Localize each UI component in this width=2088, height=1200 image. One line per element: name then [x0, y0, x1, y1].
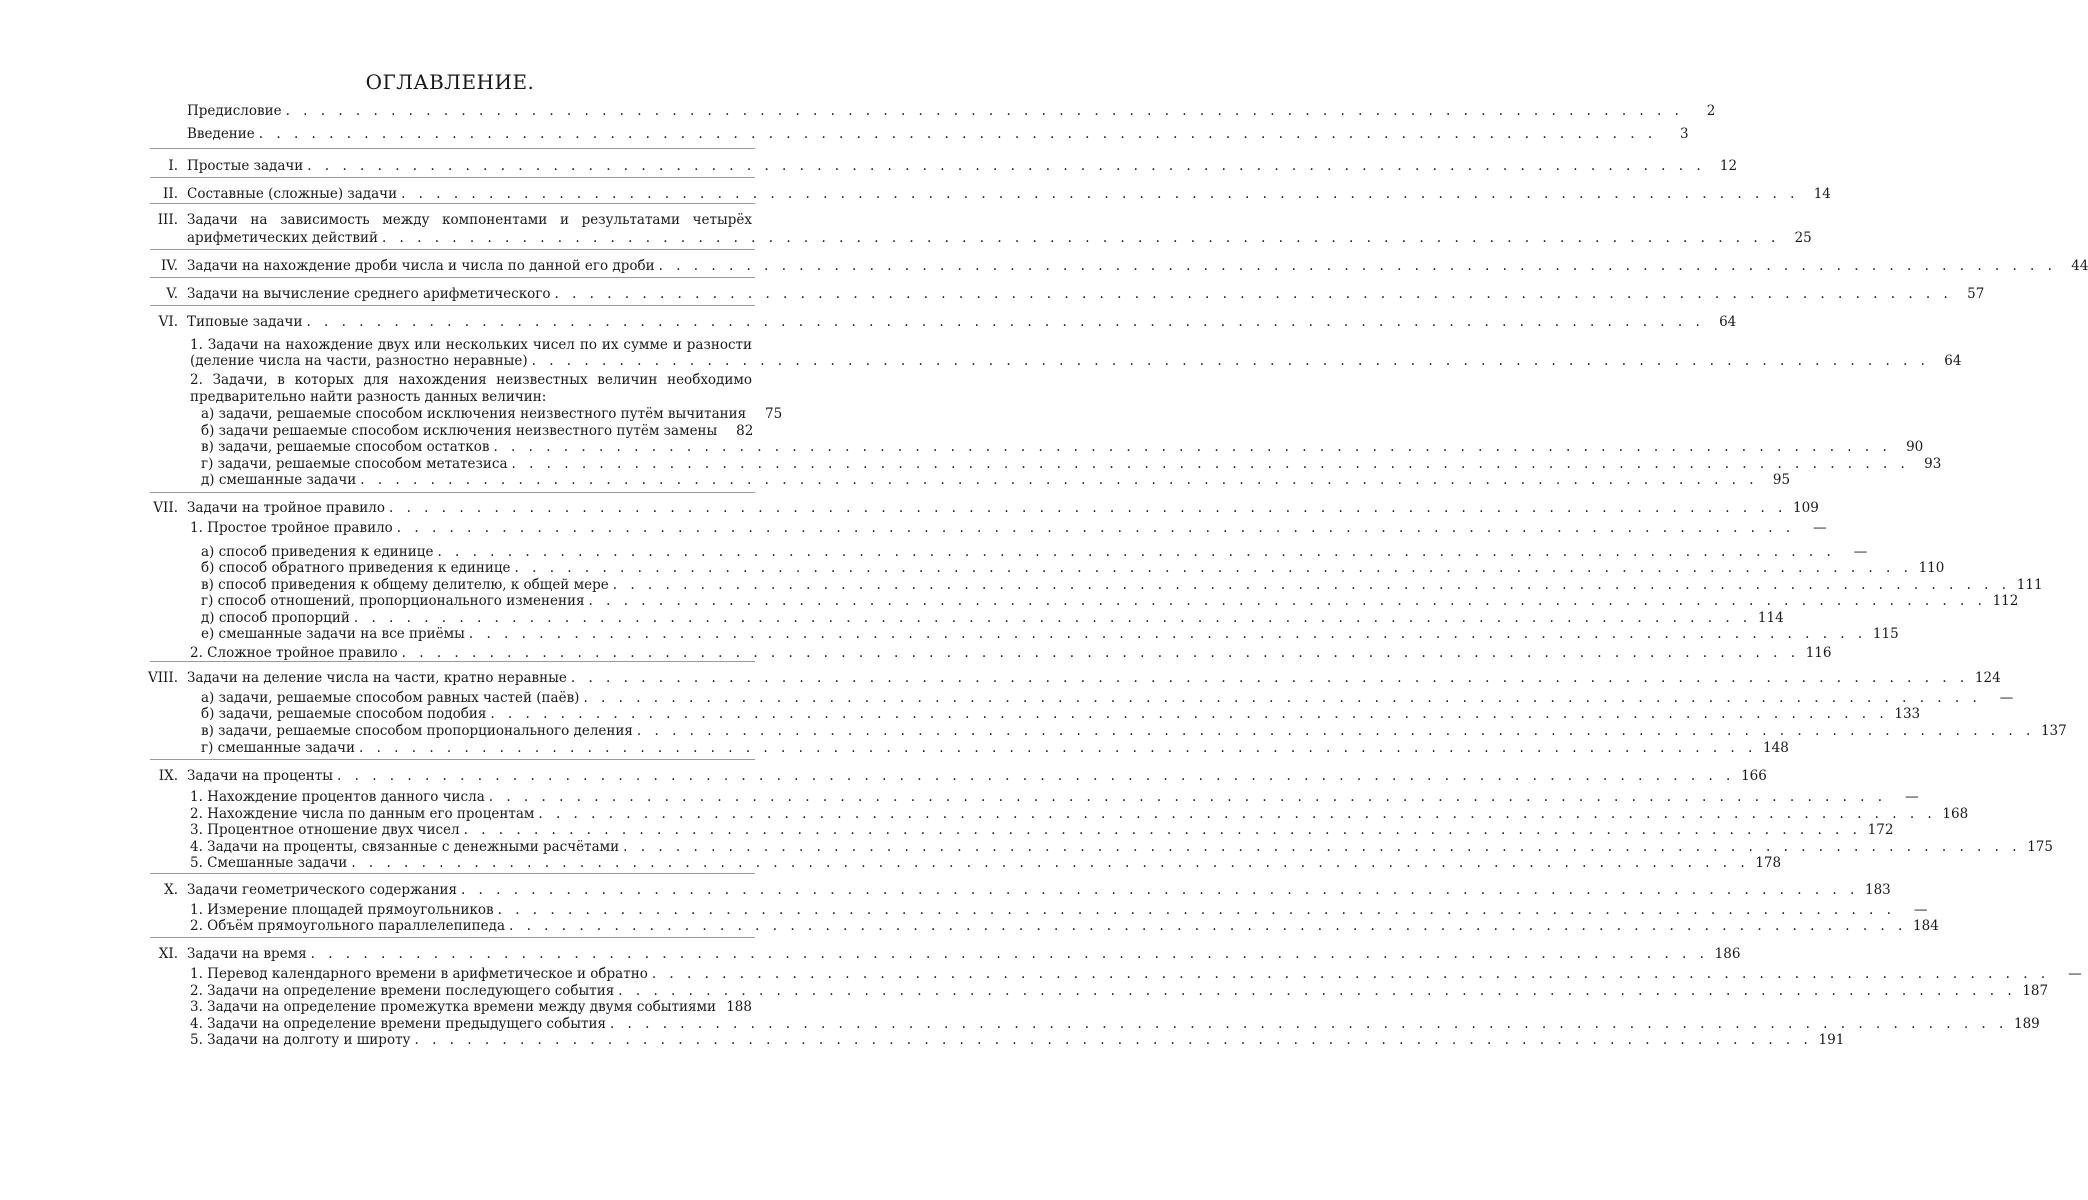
section-divider: [150, 759, 755, 760]
toc-entry-title: г) способ отношений, пропорционального изменения: [201, 593, 585, 609]
toc-entry-title: Простые задачи: [187, 158, 304, 174]
chapter-number: II.: [163, 186, 178, 202]
toc-entry: [201, 577, 2043, 593]
toc-entry: [190, 789, 1919, 805]
toc-entry-title: а) задачи, решаемые способом равных частей (паёв): [201, 690, 580, 706]
dot-leader: . . . . . . . . . . . . . . . . . . . . . . . . . . . . . . . . . . . . . . . . . . . . . . . . . . . . . . . . . . . . . . . . . . . . . . . . . . . . . . . .: [360, 472, 1759, 488]
toc-entry: [187, 286, 1985, 302]
page-number: 109: [1793, 500, 1819, 516]
section-divider: [150, 177, 755, 178]
dot-leader: . . . . . . . . . . . . . . . . . . . . . . . . . . . . . . . . . . . . . . . . . . . . . . . . . . . . . . . . . . . . . . . . . . . . . . . . . . . . . . . .: [588, 593, 1987, 609]
toc-entry-title: 1. Простое тройное правило: [190, 520, 393, 536]
dot-leader: . . . . . . . . . . . . . . . . . . . . . . . . . . . . . . . . . . . . . . . . . . . . . . . . . . . . . . . . . . . . . . . . . . . . . . . . . . . . . . . .: [531, 353, 1930, 369]
dot-leader: . . . . . . . . . . . . . . . . . . . . . . . . . . . . . . . . . . . . . . . . . . . . . . . . . . . . . . . . . . . . . . . . . . . . . . . . . . . . . . . .: [609, 1016, 2008, 1032]
chapter-number: XI.: [158, 946, 178, 962]
dot-leader: . . . . . . . . . . . . . . . . . . . . . . . . . . . . . . . . . . . . . . . . . . . . . . . . . . . . . . . . . . . . . . . . . . . . . . . . . . . . . . . .: [285, 103, 1684, 119]
page-number: 187: [2022, 983, 2049, 999]
chapter-number: X.: [164, 882, 178, 898]
toc-entry-title: Составные (сложные) задачи: [187, 186, 398, 202]
dot-leader: . . . . . . . . . . . . . . . . . . . . . . . . . . . . . . . . . . . . . . . . . . . . . . . . . . . . . . . . . . . . . . . . . . . . . . . . . . . . . . . .: [490, 706, 1889, 722]
toc-entry-title: Задачи геометрического содержания: [187, 882, 457, 898]
dot-leader: . . . . . . . . . . . . . . . . . . . . . . . . . . . . . . . . . . . . . . . . . . . . . . . . . . . . . . . . . . . . . . . . . . . . . . . . . . . . . . . .: [511, 456, 1910, 472]
toc-entry: [201, 706, 1921, 722]
toc-entry: [187, 768, 1767, 784]
page-number: 14: [1813, 186, 1831, 202]
dot-leader: . . . . . . . . . . . . . . . . . . . . . . . . . . . . . . . . . . . . . . . . . . . . . . . . . . . . . . . . . . . . . . . . . . . . . . . . . . . . . . . .: [583, 690, 1982, 706]
toc-entry: [201, 406, 783, 422]
dot-leader: . . . . . . . . . . . . . . . . . . . . . . . . . . . . . . . . . . . . . . . . . . . . . . . . . . . . . . . . . . . . . . . . . . . . . . . . . . . . . . . .: [570, 670, 1969, 686]
page-number: 137: [2040, 723, 2067, 739]
toc-entry-title: Задачи на зависимость между компонентами и результатами четырёх: [187, 212, 752, 228]
dot-leader: . . . . . . . . . . . . . . . . . . . . . . . . . . . . . . . . . . . . . . . . . . . . . . . . . . . . . . . . . . . . . . . . . . . . . . . . . . . . . . . .: [651, 966, 2050, 982]
toc-entry: [187, 314, 1737, 330]
page-number: 124: [1974, 670, 2001, 686]
page-number: 186: [1714, 946, 1741, 962]
page-number: 191: [1818, 1032, 1845, 1048]
page-number: 110: [1918, 560, 1945, 576]
toc-entry: [187, 186, 1831, 202]
toc-entry-title: д) смешанные задачи: [201, 472, 357, 488]
dot-leader: . . . . . . . . . . . . . . . . . . . . . . . . . . . . . . . . . . . . . . . . . . . . . . . . . . . . . . . . . . . . . . . . . . . . . . . . . . . . . . . .: [310, 946, 1709, 962]
dot-leader: . . . . . . . . . . . . . . . . . . . . . . . . . . . . . . . . . . . . . . . . . . . . . . . . . . . . . . . . . . . . . . . . . . . . . . . . . . . . . . . .: [468, 626, 1867, 642]
page-number: 115: [1872, 626, 1899, 642]
toc-entry-title: Задачи на время: [187, 946, 307, 962]
page-number: 114: [1757, 610, 1784, 626]
page-number: 183: [1865, 882, 1891, 898]
toc-entry-title: 2. Нахождение числа по данным его процентам: [190, 806, 535, 822]
page-title: ОГЛАВЛЕНИЕ.: [365, 70, 535, 94]
toc-entry-title: Типовые задачи: [187, 314, 303, 330]
toc-entry: [201, 544, 1868, 560]
dot-leader: . . . . . . . . . . . . . . . . . . . . . . . . . . . . . . . . . . . . . . . . . . . . . . . . . . . . . . . . . . . . . . . . . . . . . . . . . . . . . . . .: [493, 439, 1892, 455]
page-number: 189: [2014, 1016, 2040, 1032]
toc-entry: [187, 258, 2088, 274]
page-number: 2: [1706, 103, 1716, 119]
dot-leader: . . . . . . . . . . . . . . . . . . . . . . . . . . . . . . . . . . . . . . . . . . . . . . . . . . . . . . . . . . . . . . . . . . . . . . . . . . . . . . . .: [414, 1032, 1813, 1048]
toc-entry: [201, 593, 2019, 609]
toc-entry-title-line2: арифметических действий: [187, 230, 378, 246]
dot-leader: . . . . . . . . . . . . . . . . . . . . . . . . . . . . . . . . . . . . . . . . . . . . . . . . . . . . . . . . . . . . . . . . . . . . . . . . . . . . . . . .: [258, 126, 1657, 142]
toc-entry-continuation: [187, 230, 1812, 246]
section-divider: [150, 249, 755, 250]
dot-leader: . . . . . . . . . . . . . . . . . . . . . . . . . . . . . . . . . . . . . . . . . . . . . . . . . . . . . . . . . . . . . . . . . . . . . . . . . . . . . . . .: [337, 768, 1735, 784]
page-number: 3: [1680, 126, 1689, 142]
section-divider: [150, 277, 755, 278]
section-divider: [150, 305, 755, 306]
toc-entry: [187, 946, 1741, 962]
toc-entry: [201, 690, 2014, 706]
toc-entry-title: е) смешанные задачи на все приёмы: [201, 626, 465, 642]
toc-entry: [187, 103, 1716, 119]
page-number: 82: [736, 423, 754, 439]
page-number: 12: [1719, 158, 1738, 174]
page-number: 93: [1924, 456, 1942, 472]
chapter-number: V.: [166, 286, 178, 302]
toc-entry: [187, 882, 1891, 898]
toc-entry: [190, 918, 1939, 934]
dot-leader: . . . . . . . . . . . . . . . . . . . . . . . . . . . . . . . . . . . . . . . . . . . . . . . . . . . . . . . . . . . . . . . . . . . . . . . . . . . . . . . .: [623, 839, 2021, 855]
toc-entry: [190, 822, 1894, 838]
page-number: 112: [1992, 593, 2019, 609]
toc-entry-title: Предисловие: [187, 103, 282, 119]
toc-entry-continuation: [190, 389, 752, 405]
toc-entry-title: Задачи на проценты: [187, 768, 334, 784]
page-number: 175: [2027, 839, 2053, 855]
page-number: 116: [1805, 645, 1832, 661]
page-number: 75: [764, 406, 783, 422]
section-divider: [150, 203, 755, 204]
dot-leader: . . . . . . . . . . . . . . . . . . . . . . . . . . . . . . . . . . . . . . . . . . . . . . . . . . . . . . . . . . . . . . . . . . . . . . . . . . . . . . . .: [514, 560, 1913, 576]
toc-entry: [190, 902, 1928, 918]
toc-entry-title: 1. Измерение площадей прямоугольников: [190, 902, 494, 918]
section-divider: [150, 937, 755, 938]
page-number: —: [2068, 966, 2082, 982]
toc-entry-title: а) способ приведения к единице: [201, 544, 434, 560]
toc-entry-title: г) смешанные задачи: [201, 740, 355, 756]
toc-entry: [201, 740, 1789, 756]
toc-entry-title: Задачи на нахождение дроби числа и числа по данной его дроби: [187, 258, 655, 274]
page-number: 64: [1719, 314, 1737, 330]
toc-entry-title: Задачи на тройное правило: [187, 500, 386, 516]
toc-entry: [190, 1016, 2040, 1032]
page-number: —: [1999, 690, 2014, 706]
page-number: 111: [2016, 577, 2043, 593]
toc-entry: [201, 439, 1924, 455]
toc-entry: [201, 423, 752, 439]
chapter-number: IX.: [158, 768, 178, 784]
page-number: 90: [1906, 439, 1924, 455]
dot-leader: . . . . . . . . . . . . . . . . . . . . . . . . . . . . . . . . . . . . . . . . . . . . . . . . . . . . . . . . . . . . . . . . . . . . . . . . . . . . . . . .: [351, 855, 1750, 871]
dot-leader: . . . . . . . . . . . . . . . . . . . . . . . . . . . . . . . . . . . . . . . . . . . . . . . . . . . . . . . . . . . . . . . . . . . . . . . . . . . . . . . .: [396, 520, 1795, 536]
toc-entry: [190, 966, 2082, 982]
dot-leader: . . . . . . . . . . . . . . . . . . . . . . . . . . . . . . . . . . . . . . . . . . . . . . . . . . . . . . . . . . . . . . . . . . . . . . . . . . . . . . . .: [437, 544, 1836, 560]
toc-entry: [187, 212, 752, 228]
toc-entry: [190, 372, 752, 388]
toc-entry-title: 1. Перевод календарного времени в арифметическое и обратно: [190, 966, 648, 982]
dot-leader: . . . . . . . . . . . . . . . . . . . . . . . . . . . . . . . . . . . . . . . . . . . . . . . . . . . . . . . . . . . . . . . . . . . . . . . . . . . . . . . .: [509, 918, 1907, 934]
dot-leader: . . . . . . . . . . . . . . . . . . . . . . . . . . . . . . . . . . . . . . . . . . . . . . . . . . . . . . . . . . . . . . . . . . . . . . . . . . . . . . . .: [381, 230, 1780, 246]
toc-entry: [187, 670, 2001, 686]
toc-entry-title: 1. Задачи на нахождение двух или нескольких чисел по их сумме и разности: [190, 337, 752, 353]
page-number: 188: [726, 999, 752, 1015]
toc-entry: [190, 999, 752, 1015]
toc-entry-title: 3. Задачи на определение промежутка времени между двумя событиями: [190, 999, 716, 1015]
toc-entry-title: Задачи на деление числа на части, кратно неравные: [187, 670, 567, 686]
toc-entry-title: 4. Задачи на проценты, связанные с денежными расчётами: [190, 839, 620, 855]
toc-entry-title: Задачи на вычисление среднего арифметического: [187, 286, 551, 302]
chapter-number: VI.: [158, 314, 178, 330]
toc-entry: [201, 610, 1784, 626]
toc-entry-title: а) задачи, решаемые способом исключения неизвестного путём вычитания: [201, 406, 747, 422]
toc-entry: [187, 126, 1689, 142]
toc-entry-title: 1. Нахождение процентов данного числа: [190, 789, 485, 805]
toc-entry-title: б) задачи решаемые способом исключения неизвестного путём замены: [201, 423, 718, 439]
chapter-number: I.: [168, 158, 178, 174]
page-number: 64: [1944, 353, 1962, 369]
dot-leader: . . . . . . . . . . . . . . . . . . . . . . . . . . . . . . . . . . . . . . . . . . . . . . . . . . . . . . . . . . . . . . . . . . . . . . . . . . . . . . . .: [306, 314, 1705, 330]
toc-entry-title: 2. Объём прямоугольного параллелепипеда: [190, 918, 505, 934]
dot-leader: . . . . . . . . . . . . . . . . . . . . . . . . . . . . . . . . . . . . . . . . . . . . . . . . . . . . . . . . . . . . . . . . . . . . . . . . . . . . . . . .: [359, 740, 1757, 756]
page-number: 184: [1913, 918, 1939, 934]
toc-entry: [190, 645, 1832, 661]
toc-entry-title: б) задачи, решаемые способом подобия: [201, 706, 487, 722]
toc-entry-title: 2. Задачи на определение времени последующего события: [190, 983, 615, 999]
toc-entry: [190, 983, 2049, 999]
page-number: 44: [2071, 258, 2088, 274]
page-number: 95: [1772, 472, 1791, 488]
dot-leader: . . . . . . . . . . . . . . . . . . . . . . . . . . . . . . . . . . . . . . . . . . . . . . . . . . . . . . . . . . . . . . . . . . . . . . . . . . . . . . . .: [538, 806, 1937, 822]
dot-leader: . . . . . . . . . . . . . . . . . . . . . . . . . . . . . . . . . . . . . . . . . . . . . . . . . . . . . . . . . . . . . . . . . . . . . . . . . . . . . . . .: [636, 723, 2035, 739]
dot-leader: . . . . . . . . . . . . . . . . . . . . . . . . . . . . . . . . . . . . . . . . . . . . . . . . . . . . . . . . . . . . . . . . . . . . . . . . . . . . . . . .: [488, 789, 1887, 805]
toc-entry: [187, 158, 1738, 174]
section-divider: [150, 873, 755, 874]
page-number: 133: [1894, 706, 1921, 722]
page-number: 168: [1942, 806, 1969, 822]
chapter-number: III.: [157, 212, 178, 228]
toc-entry: [190, 855, 1782, 871]
toc-entry-title: д) способ пропорций: [201, 610, 350, 626]
dot-leader: . . . . . . . . . . . . . . . . . . . . . . . . . . . . . . . . . . . . . . . . . . . . . . . . . . . . . . . . . . . . . . . . . . . . . . . . . . . . . . . .: [618, 983, 2017, 999]
dot-leader: . . . . . . . . . . . . . . . . . . . . . . . . . . . . . . . . . . . . . . . . . . . . . . . . . . . . . . . . . . . . . . . . . . . . . . . . . . . . . . . .: [401, 645, 1800, 661]
toc-entry-title: б) способ обратного приведения к единице: [201, 560, 511, 576]
dot-leader: . . . . . . . . . . . . . . . . . . . . . . . . . . . . . . . . . . . . . . . . . . . . . . . . . . . . . . . . . . . . . . . . . . . . . . . . . . . . . . . .: [401, 186, 1799, 202]
page-number: 57: [1967, 286, 1985, 302]
toc-entry-title: 5. Задачи на долготу и широту: [190, 1032, 411, 1048]
toc-entry-title: 2. Сложное тройное правило: [190, 645, 398, 661]
toc-entry: [187, 500, 1819, 516]
page-number: —: [1913, 902, 1928, 918]
page-number: —: [1905, 789, 1919, 805]
dot-leader: . . . . . . . . . . . . . . . . . . . . . . . . . . . . . . . . . . . . . . . . . . . . . . . . . . . . . . . . . . . . . . . . . . . . . . . . . . . . . . . .: [497, 902, 1896, 918]
toc-entry: [201, 472, 1791, 488]
page-number: 178: [1755, 855, 1782, 871]
dot-leader: . . . . . . . . . . . . . . . . . . . . . . . . . . . . . . . . . . . . . . . . . . . . . . . . . . . . . . . . . . . . . . . . . . . . . . . . . . . . . . . .: [554, 286, 1953, 302]
toc-entry: [201, 723, 2067, 739]
toc-entry: [190, 839, 2053, 855]
toc-entry-title: в) задачи, решаемые способом пропорционального деления: [201, 723, 633, 739]
toc-entry-title-line2: (деление числа на части, разностно неравные): [190, 353, 528, 369]
dot-leader: . . . . . . . . . . . . . . . . . . . . . . . . . . . . . . . . . . . . . . . . . . . . . . . . . . . . . . . . . . . . . . . . . . . . . . . . . . . . . . . .: [460, 882, 1859, 898]
toc-entry: [190, 806, 1969, 822]
toc-entry: [201, 560, 1945, 576]
chapter-number: IV.: [160, 258, 178, 274]
page-number: 25: [1794, 230, 1812, 246]
dot-leader: . . . . . . . . . . . . . . . . . . . . . . . . . . . . . . . . . . . . . . . . . . . . . . . . . . . . . . . . . . . . . . . . . . . . . . . . . . . . . . . .: [612, 577, 2011, 593]
toc-entry: [190, 1032, 1845, 1048]
toc-entry-continuation: [190, 353, 1962, 369]
toc-entry-title: 4. Задачи на определение времени предыдущего события: [190, 1016, 606, 1032]
dot-leader: . . . . . . . . . . . . . . . . . . . . . . . . . . . . . . . . . . . . . . . . . . . . . . . . . . . . . . . . . . . . . . . . . . . . . . . . . . . . . . . .: [658, 258, 2057, 274]
toc-entry-title-line2: предварительно найти разность данных величин:: [190, 389, 547, 405]
toc-entry-title: 2. Задачи, в которых для нахождения неизвестных величин необходимо: [190, 372, 752, 388]
page-number: —: [1813, 520, 1827, 536]
toc-entry-title: г) задачи, решаемые способом метатезиса: [201, 456, 508, 472]
page-number: 148: [1763, 740, 1789, 756]
toc-entry: [201, 626, 1899, 642]
dot-leader: . . . . . . . . . . . . . . . . . . . . . . . . . . . . . . . . . . . . . . . . . . . . . . . . . . . . . . . . . . . . . . . . . . . . . . . . . . . . . . . .: [353, 610, 1752, 626]
toc-entry: [190, 337, 752, 353]
dot-leader: . . . . . . . . . . . . . . . . . . . . . . . . . . . . . . . . . . . . . . . . . . . . . . . . . . . . . . . . . . . . . . . . . . . . . . . . . . . . . . . .: [463, 822, 1862, 838]
dot-leader: . . . . . . . . . . . . . . . . . . . . . . . . . . . . . . . . . . . . . . . . . . . . . . . . . . . . . . . . . . . . . . . . . . . . . . . . . . . . . . . .: [307, 158, 1706, 174]
toc-entry-title: 5. Смешанные задачи: [190, 855, 348, 871]
page-number: —: [1853, 544, 1868, 560]
toc-entry: [201, 456, 1942, 472]
toc-entry-title: в) способ приведения к общему делителю, к общей мере: [201, 577, 609, 593]
page-number: 172: [1867, 822, 1894, 838]
page-number: 166: [1741, 768, 1767, 784]
section-divider: [150, 661, 755, 662]
chapter-number: VIII.: [147, 670, 178, 686]
section-divider: [150, 492, 755, 493]
toc-entry-title: Введение: [187, 126, 255, 142]
toc-entry-title: в) задачи, решаемые способом остатков: [201, 439, 490, 455]
dot-leader: . . . . . . . . . . . . . . . . . . . . . . . . . . . . . . . . . . . . . . . . . . . . . . . . . . . . . . . . . . . . . . . . . . . . . . . . . . . . . . . .: [389, 500, 1787, 516]
section-divider: [150, 148, 755, 149]
chapter-number: VII.: [153, 500, 178, 516]
toc-entry-title: 3. Процентное отношение двух чисел: [190, 822, 460, 838]
toc-entry: [190, 520, 1827, 536]
